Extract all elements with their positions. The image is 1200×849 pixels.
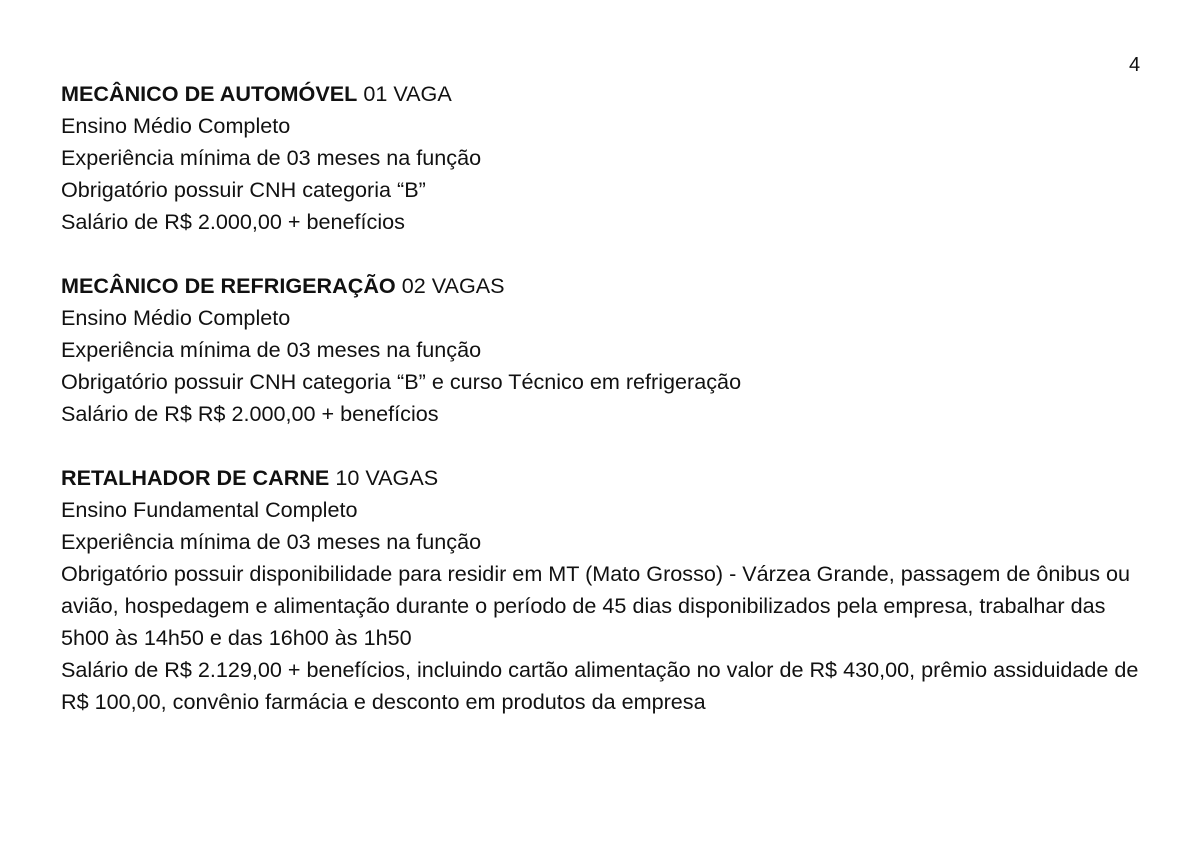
job-requirements: Obrigatório possuir CNH categoria “B” (61, 177, 426, 202)
job-requirements: Obrigatório possuir CNH categoria “B” e curso Técnico em refrigeração (61, 369, 742, 394)
job-vacancies: 10 VAGAS (329, 465, 439, 490)
page-number: 4 (1129, 54, 1141, 76)
job-title: MECÂNICO DE REFRIGERAÇÃO (61, 273, 396, 298)
job-listing-mecanico-refrigeracao (61, 270, 1141, 430)
job-experience: Experiência mínima de 03 meses na função (61, 145, 482, 170)
job-salary: Salário de R$ R$ 2.000,00 + benefícios (61, 401, 439, 426)
job-vacancies: 02 VAGAS (395, 273, 505, 298)
job-salary: Salário de R$ 2.129,00 + benefícios, incluindo cartão alimentação no valor de R$ 430,00, prêmio assiduidade de R$ 100,00, convênio farmácia e desconto em produtos da empresa (61, 657, 1139, 714)
job-heading (61, 78, 1141, 110)
job-education: Ensino Médio Completo (61, 305, 291, 330)
job-title: RETALHADOR DE CARNE (61, 465, 330, 490)
job-heading (61, 270, 1141, 302)
job-title: MECÂNICO DE AUTOMÓVEL (61, 81, 358, 106)
job-listings (61, 78, 1141, 750)
job-education: Ensino Médio Completo (61, 113, 291, 138)
job-education: Ensino Fundamental Completo (61, 497, 358, 522)
job-experience: Experiência mínima de 03 meses na função (61, 337, 482, 362)
job-experience: Experiência mínima de 03 meses na função (61, 529, 482, 554)
job-requirements: Obrigatório possuir disponibilidade para residir em MT (Mato Grosso) - Várzea Grande, passagem de ônibus ou avião, hospedagem e alimentação durante o período de 45 dias disponibilizados pela empresa, trabalhar das 5h00 às 14h50 e das 16h00 às 1h50 (61, 561, 1131, 650)
job-listing-retalhador-carne (61, 462, 1141, 718)
job-heading (61, 462, 1141, 494)
job-listing-mecanico-automovel (61, 78, 1141, 238)
job-salary: Salário de R$ 2.000,00 + benefícios (61, 209, 405, 234)
job-vacancies: 01 VAGA (357, 81, 452, 106)
